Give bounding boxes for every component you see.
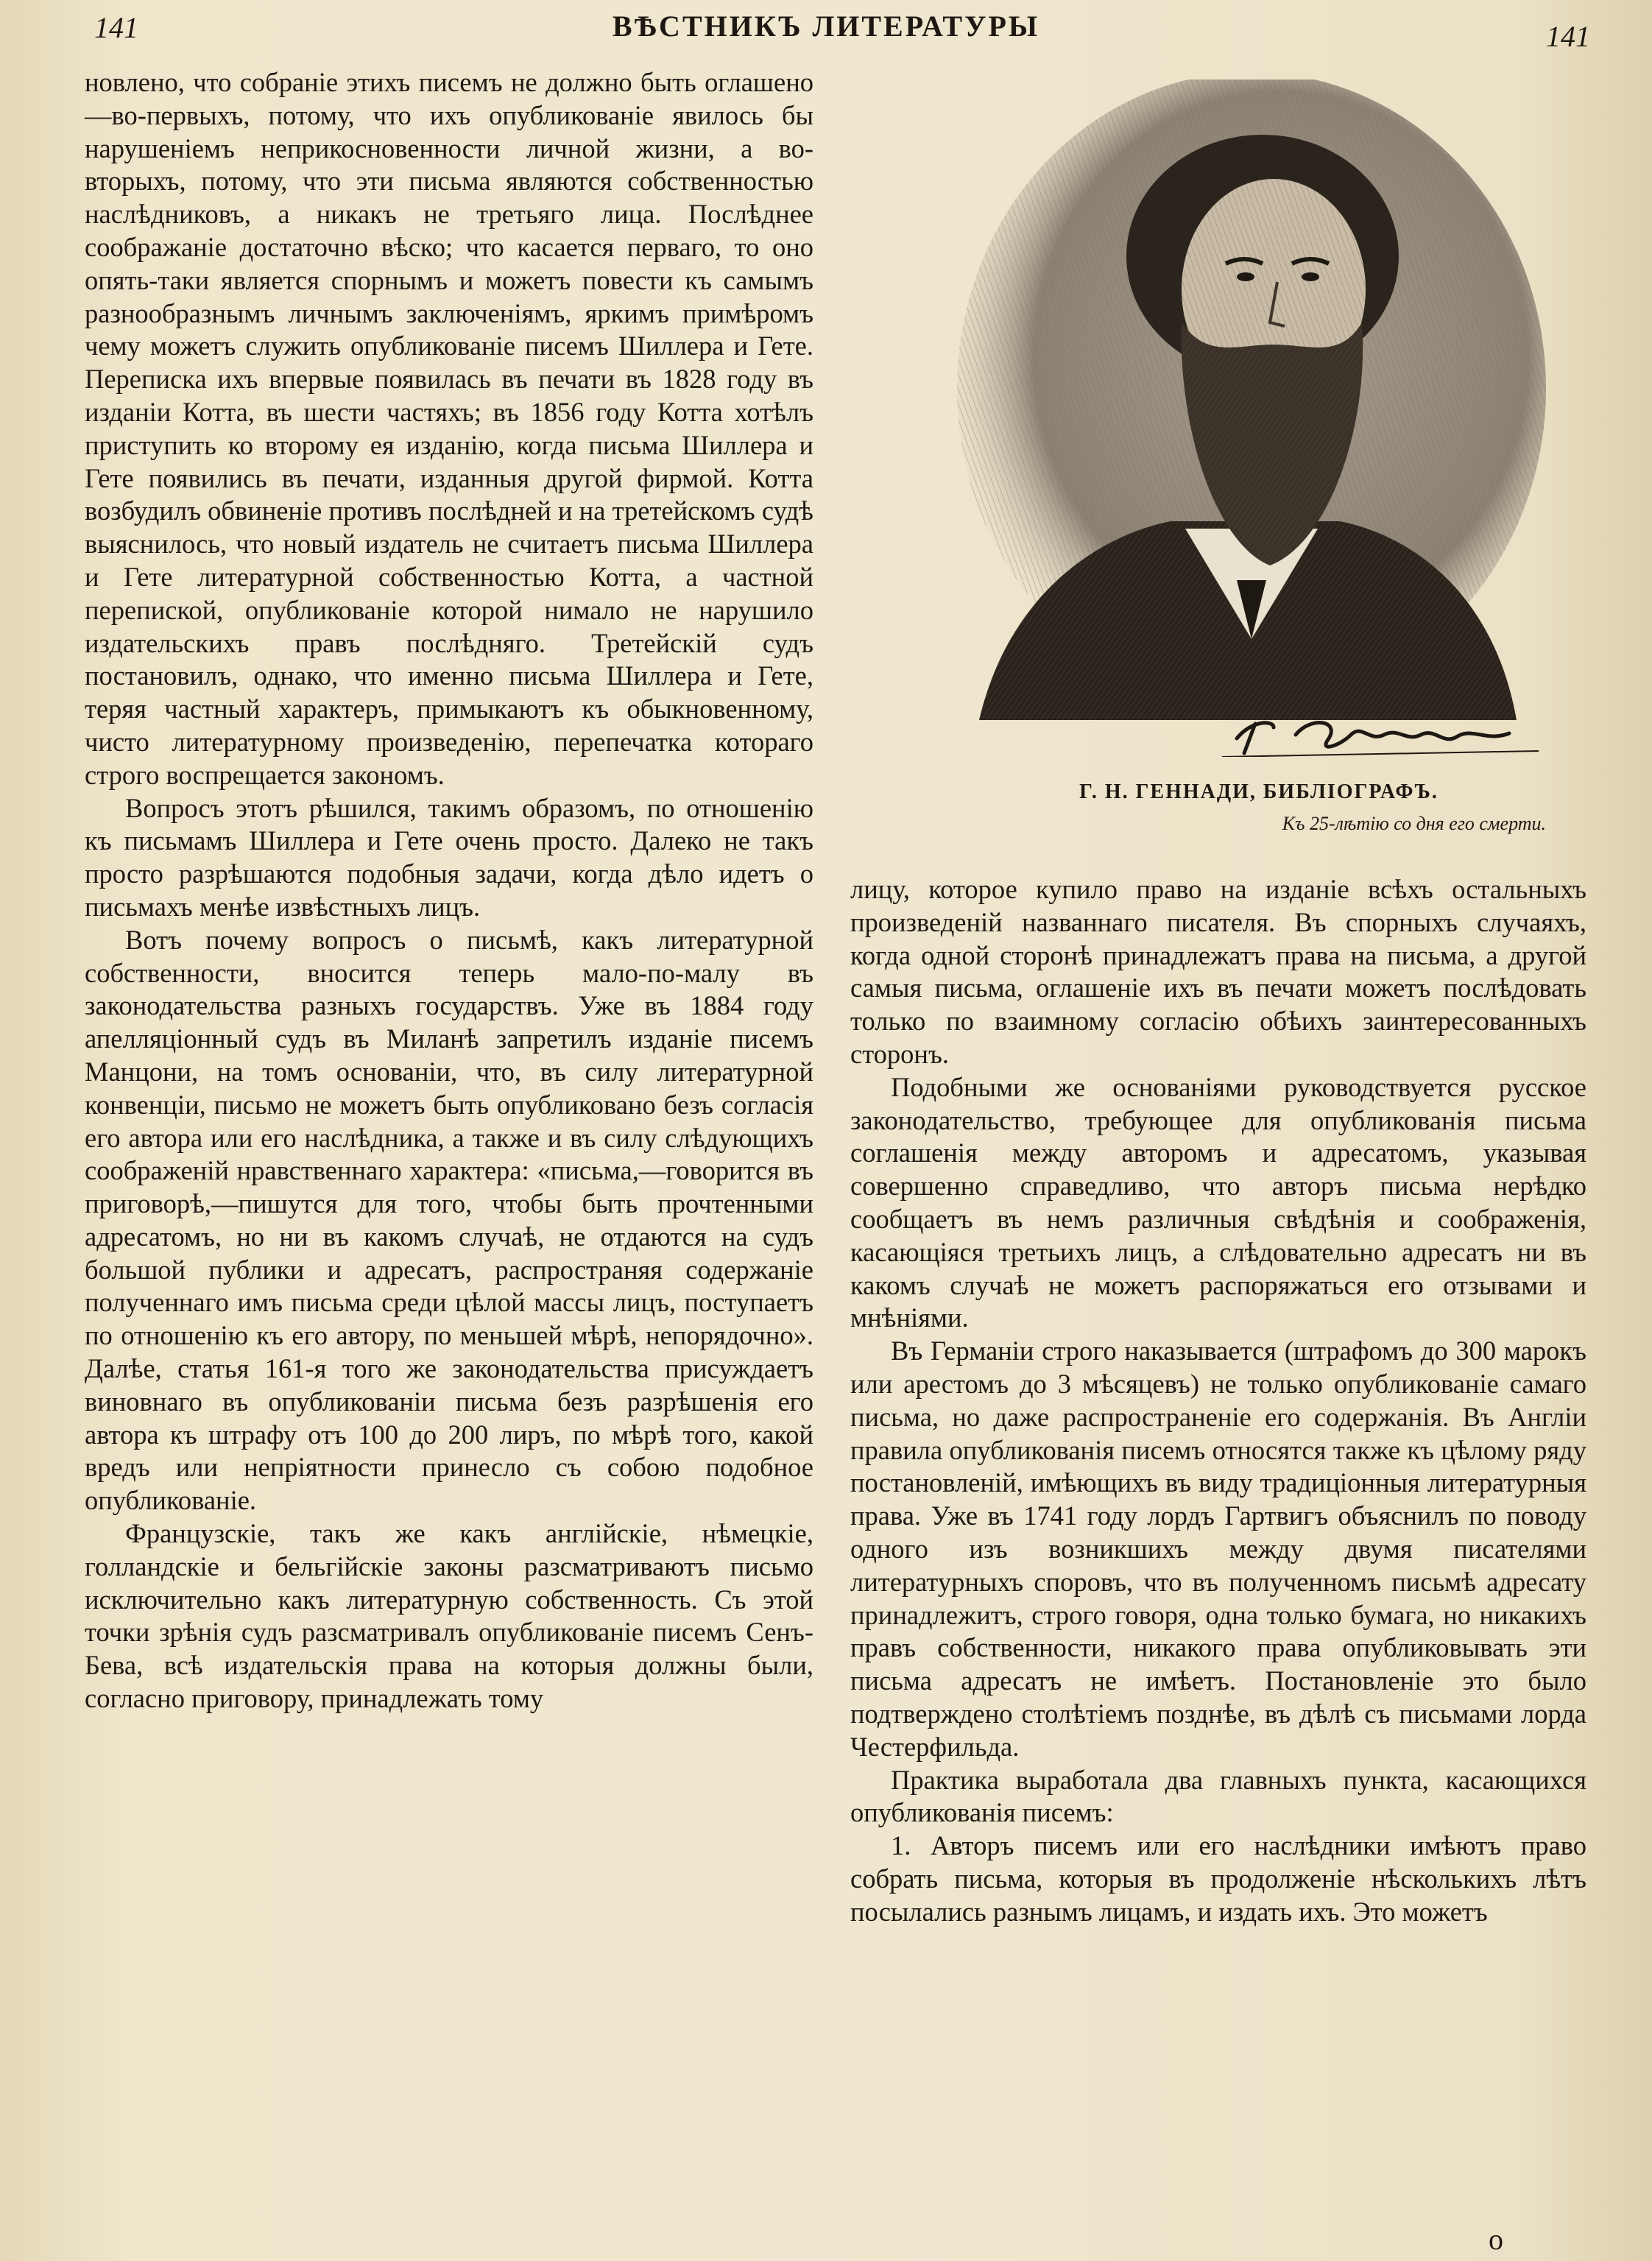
paragraph: новлено, что собраніе этихъ писемъ не должно быть оглашено—во-первыхъ, потому, что ихъ опубликованіе явилось бы нарушеніемъ неприкосновенности личной жизни, а во-вторыхъ, потому, что эти письма являются собственностью наслѣдниковъ, а никакъ не третьяго лица. Послѣднее соображаніе достаточно вѣско; что касается перваго, то оно опять-таки является спорнымъ и можетъ повести къ самымъ разнообразнымъ личнымъ заключеніямъ, яркимъ примѣромъ чему можетъ служить опубликованіе писемъ Шиллера и Гете. Переписка ихъ впервые появилась въ печати въ 1828 году въ изданіи Котта, въ шести частяхъ; въ 1856 году Котта хотѣлъ приступить ко второму ея изданію, когда письма Шиллера и Гете появились въ печати, изданныя другой фирмой. Котта возбудилъ обвиненіе противъ послѣдней и на третейскомъ судѣ выяснилось, что новый издатель не считаетъ письма Шиллера и Гете литературной собственностью Котта, а частной перепиской, опубликованіе которой нимало не нарушило издательскихъ правъ послѣдняго. Третейскій судъ постановилъ, однако, что именно письма Шиллера и Гете, теряя частный характеръ, примыкаютъ къ обыкновенному, чисто литературному произведенію, перепечатка котораго строго воспрещается закономъ. <box>85 67 813 790</box>
paragraph: лицу, которое купило право на изданіе всѣхъ остальныхъ произведеній названнаго писателя. Въ спорныхъ случаяхъ, когда одной сторонѣ принадлежатъ права на письма, а другой самыя письма, оглашеніе ихъ въ печати можетъ послѣдовать только по взаимному согласію обѣихъ заинтересованныхъ сторонъ. <box>850 874 1586 1069</box>
paragraph: Французскіе, такъ же какъ англійскіе, нѣмецкіе, голландскіе и бельгійскіе законы разсматриваютъ письмо исключительно какъ литературную собственность. Съ этой точки зрѣнія судъ разсматривалъ опубликованіе писемъ Сенъ-Бева, всѣ издательскія права на которыя должны были, согласно приговору, принадлежать тому <box>85 1518 813 1714</box>
portrait-image <box>928 80 1561 757</box>
paragraph: Въ Германіи строго наказывается (штрафомъ до 300 марокъ или арестомъ до 3 мѣсяцевъ) не только опубликованіе самаго письма, но даже распространеніе его содержанія. Въ Англіи правила опубликованія писемъ относятся также къ цѣлому ряду постановленій, имѣющихъ въ виду традиціонныя литературныя права. Уже въ 1741 году лордъ Гартвигъ объяснилъ по поводу одного изъ возникшихъ между двумя писателями литературныхъ споровъ, что въ полученномъ письмѣ адресату принадлежитъ, строго говоря, одна только бумага, но никакихъ правъ собственности, никакого права опубликовывать эти письма адресатъ не имѣетъ. Постановленіе это было подтверждено столѣтіемъ позднѣе, въ дѣлѣ съ письмами лорда Честерфильда. <box>850 1336 1586 1762</box>
page-number-right: 141 <box>1546 20 1590 53</box>
paragraph: Практика выработала два главныхъ пункта, касающихся опубликованія писемъ: <box>850 1764 1586 1828</box>
portrait-subcaption: Къ 25-лѣтію со дня его смерти. <box>1282 813 1546 834</box>
paragraph: 1. Авторъ писемъ или его наслѣдники имѣютъ право собрать письма, которыя въ продолженіе нѣсколькихъ лѣтъ посылались разнымъ лицамъ, и издать ихъ. Это можетъ <box>850 1830 1586 1927</box>
paragraph: Вотъ почему вопросъ о письмѣ, какъ литературной собственности, вносится теперь мало-по-малу въ законодательства разныхъ государствъ. Уже въ 1884 году апелляціонный судъ въ Миланѣ запретилъ изданіе писемъ Манцони, на томъ основаніи, что, въ силу литературной конвенціи, письмо не можетъ быть опубликовано безъ согласія его автора или его наслѣдника, а также и въ силу слѣдующихъ соображеній нравственнаго характера: «письма,—говорится въ приговорѣ,—пишутся для того, чтобы быть прочтенными адресатомъ, но ни въ какомъ случаѣ, не отдаются на судъ большой публики и адресатъ, распространяя содержаніе полученнаго имъ письма среди цѣлой массы лицъ, поступаетъ по отношенію къ его автору, по меньшей мѣрѣ, непорядочно». Далѣе, статья 161-я того же законодательства присуждаетъ виновнаго въ опубликованіи письма безъ разрѣшенія его автора къ штрафу отъ 100 до 200 лиръ, по мѣрѣ того, какой вредъ или непріятности принесло съ собою подобное опубликованіе. <box>85 924 813 1516</box>
right-text-column <box>850 873 1586 1929</box>
page-number-left: 141 <box>94 11 138 44</box>
printer-mark: o <box>1489 2223 1503 2256</box>
signature <box>1222 723 1539 757</box>
running-header <box>0 6 1652 53</box>
journal-title: ВѢСТНИКЪ ЛИТЕРАТУРЫ <box>612 10 1040 43</box>
portrait-caption: Г. Н. ГЕННАДИ, БИБЛІОГРАФЪ. <box>1079 780 1439 803</box>
portrait-engraving <box>928 80 1561 757</box>
left-text-column <box>85 66 813 1715</box>
paragraph: Подобными же основаніями руководствуется русское законодательство, требующее для опубликованія письма соглашенія между авторомъ и адресатомъ, указывая совершенно справедливо, что авторъ письма нерѣдко сообщаетъ въ немъ различныя свѣдѣнія и соображенія, касающіяся третьихъ лицъ, а слѣдовательно адресатъ ни въ какомъ случаѣ не можетъ распоряжаться его отзывами и мнѣніями. <box>850 1071 1586 1333</box>
paragraph: Вопросъ этотъ рѣшился, такимъ образомъ, по отношенію къ письмамъ Шиллера и Гете очень просто. Далеко не такъ просто разрѣшаются подобныя задачи, когда дѣло идетъ о письмахъ менѣе извѣстныхъ лицъ. <box>85 792 813 922</box>
